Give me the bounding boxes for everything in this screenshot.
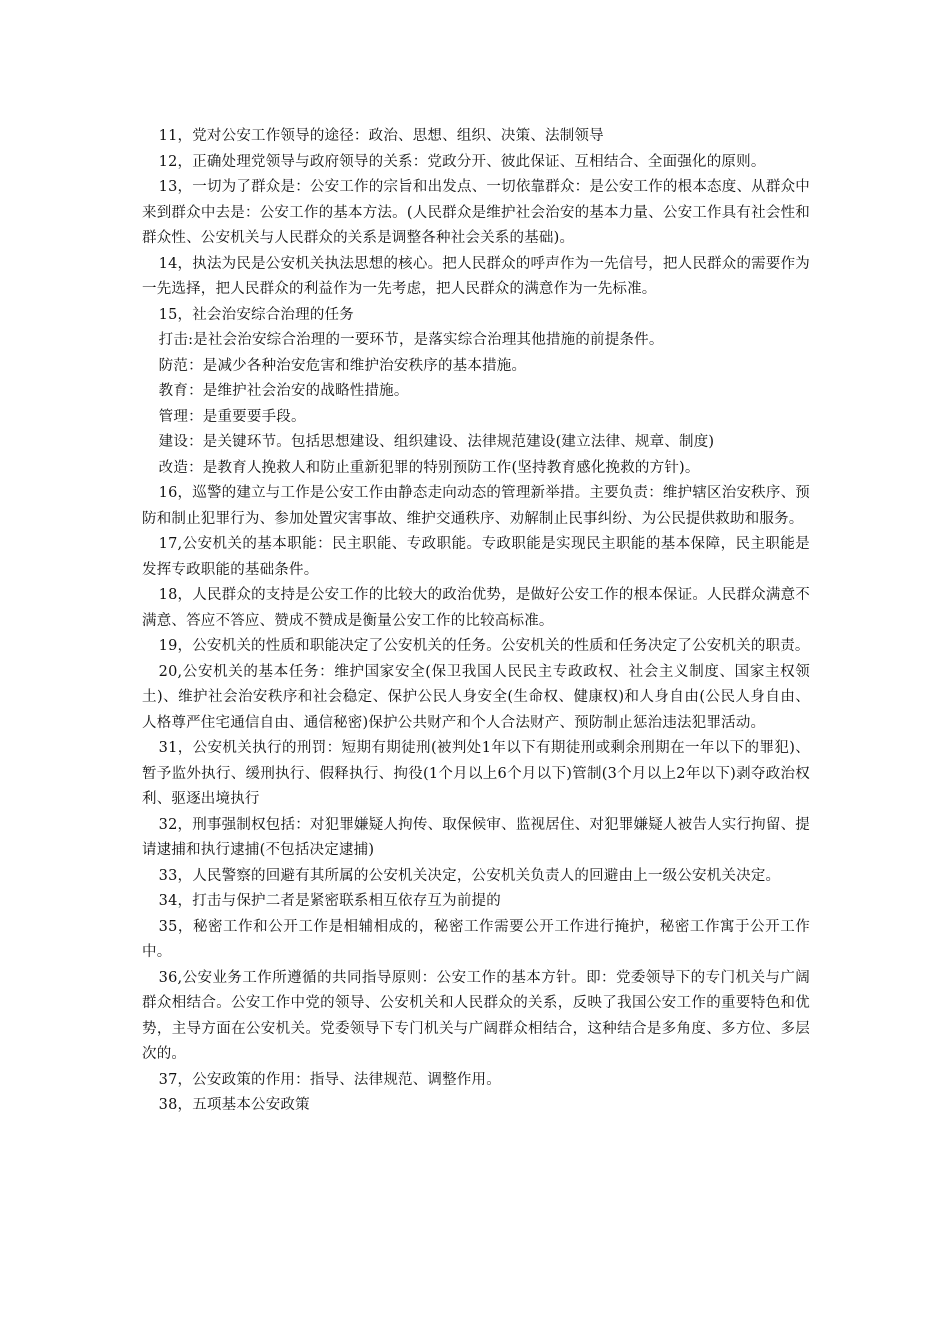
paragraph-11: 11，党对公安工作领导的途径：政治、思想、组织、决策、法制领导	[158, 128, 604, 144]
paragraph-15-management: 管理：是重要要手段。	[158, 408, 306, 425]
paragraph-15-construction: 建设：是关键环节。包括思想建设、组织建设、法律规范建设(建立法律、规章、制度)	[158, 434, 715, 450]
paragraph-33: 33，人民警察的回避有其所属的公安机关决定，公安机关负责人的回避由上一级公安机关决定。	[158, 867, 781, 884]
paragraph-38: 38，五项基本公安政策	[158, 1097, 310, 1113]
paragraph-31: 31，公安机关执行的刑罚：短期有期徒刑(被判处1年以下有期徒刑或剩余刑期在一年以下的罪犯)、暂予监外执行、缓刑执行、假释执行、拘役(1个月以上6个月以下)管制(3个月以上2年以下)剥夺政治权利、驱逐出境执行	[142, 740, 810, 807]
paragraph-16: 16，巡警的建立与工作是公安工作由静态走向动态的管理新举措。主要负责：维护辖区治安秩序、预防和制止犯罪行为、参加处置灾害事故、维护交通秩序、劝解制止民事纠纷、为公民提供救助和服务。	[142, 485, 810, 527]
paragraph-35: 35，秘密工作和公开工作是相辅相成的，秘密工作需要公开工作进行掩护，秘密工作寓于公开工作中。	[142, 918, 810, 960]
document-body	[142, 124, 810, 1119]
paragraph-15-education: 教育：是维护社会治安的战略性措施。	[158, 383, 409, 399]
paragraph-15: 15，社会治安综合治理的任务	[158, 306, 354, 323]
paragraph-36: 36,公安业务工作所遵循的共同指导原则：公安工作的基本方针。即：党委领导下的专门机关与广阔群众相结合。公安工作中党的领导、公安机关和人民群众的关系，反映了我国公安工作的重要特色和优势，主导方面在公安机关。党委领导下专门机关与广阔群众相结合，这种结合是多角度、多方位、多层次的。	[142, 969, 810, 1062]
paragraph-15-prevention: 防范：是减少各种治安危害和维护治安秩序的基本措施。	[158, 357, 527, 374]
paragraph-15-strike: 打击:是社会治安综合治理的一要环节，是落实综合治理其他措施的前提条件。	[158, 332, 664, 348]
paragraph-18: 18，人民群众的支持是公安工作的比较大的政治优势，是做好公安工作的根本保证。人民群众满意不满意、答应不答应、赞成不赞成是衡量公安工作的比较高标准。	[142, 587, 810, 629]
paragraph-13: 13，一切为了群众是：公安工作的宗旨和出发点、一切依靠群众：是公安工作的根本态度、从群众中来到群众中去是：公安工作的基本方法。(人民群众是维护社会治安的基本力量、公安工作具有社会性和群众性、公安机关与人民群众的关系是调整各种社会关系的基础)。	[142, 179, 810, 246]
paragraph-12: 12，正确处理党领导与政府领导的关系：党政分开、彼此保证、互相结合、全面强化的原则。	[158, 153, 766, 170]
paragraph-37: 37，公安政策的作用：指导、法律规范、调整作用。	[158, 1071, 501, 1088]
paragraph-15-reform: 改造：是教育人挽救人和防止重新犯罪的特别预防工作(坚持教育感化挽救的方针)。	[158, 459, 700, 476]
paragraph-20: 20,公安机关的基本任务：维护国家安全(保卫我国人民民主专政政权、社会主义制度、国家主权领土)、维护社会治安秩序和社会稳定、保护公民人身安全(生命权、健康权)和人身自由(公民人身自由、人格尊严住宅通信自由、通信秘密)保护公共财产和个人合法财产、预防制止惩治违法犯罪活动。	[142, 663, 810, 731]
paragraph-34: 34，打击与保护二者是紧密联系相互依存互为前提的	[158, 893, 501, 909]
paragraph-19: 19，公安机关的性质和职能决定了公安机关的任务。公安机关的性质和任务决定了公安机关的职责。	[158, 638, 810, 654]
paragraph-17: 17,公安机关的基本职能：民主职能、专政职能。专政职能是实现民主职能的基本保障，民主职能是发挥专政职能的基础条件。	[142, 536, 810, 578]
paragraph-14: 14，执法为民是公安机关执法思想的核心。把人民群众的呼声作为一先信号，把人民群众的需要作为一先选择，把人民群众的利益作为一先考虑，把人民群众的满意作为一先标准。	[142, 255, 810, 297]
paragraph-32: 32，刑事强制权包括：对犯罪嫌疑人拘传、取保候审、监视居住、对犯罪嫌疑人被告人实行拘留、提请逮捕和执行逮捕(不包括决定逮捕)	[142, 816, 810, 858]
